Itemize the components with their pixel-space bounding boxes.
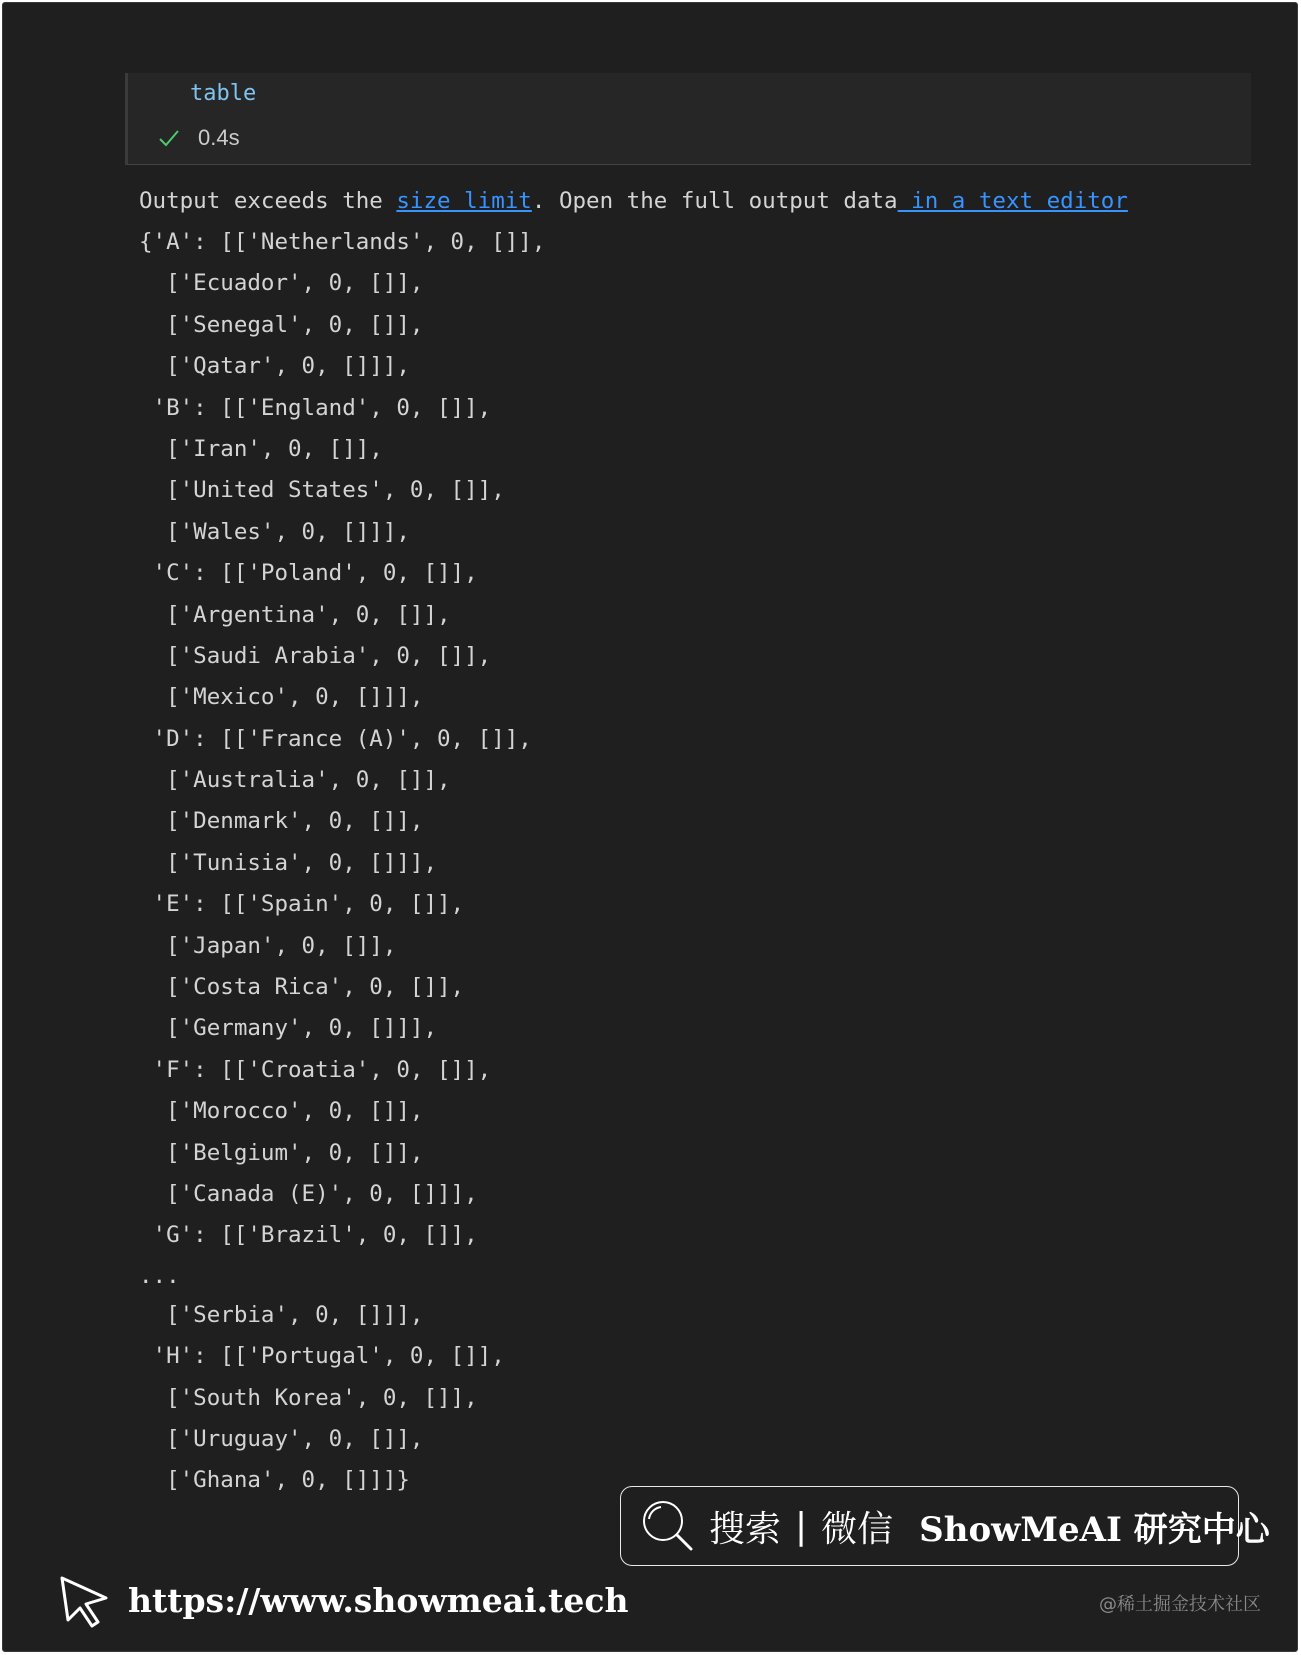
banner-separator: | <box>795 1505 808 1547</box>
output-lines <box>139 222 1239 1257</box>
output-line: 'G': [['Brazil', 0, []], <box>139 1222 478 1249</box>
output-line: {'A': [['Netherlands', 0, []], <box>139 229 546 255</box>
output-line: ['Germany', 0, []]], <box>139 1015 438 1042</box>
cursor-icon <box>58 1572 112 1628</box>
cell-source[interactable]: table <box>190 81 257 106</box>
output-line: ['Ghana', 0, []]]} <box>139 1467 410 1494</box>
output-ellipsis: ... <box>139 1262 180 1289</box>
notebook-window <box>2 2 1298 1652</box>
site-footer <box>58 1572 628 1628</box>
notice-text-prefix: Output exceeds the <box>139 188 397 214</box>
output-line: 'D': [['France (A)', 0, []], <box>139 725 532 752</box>
platform-label: 微信 <box>821 1508 894 1550</box>
search-label: 搜索 <box>709 1508 782 1550</box>
output-line: ['Saudi Arabia', 0, []], <box>139 642 492 669</box>
output-truncated-notice <box>139 181 1239 222</box>
open-in-text-editor-link[interactable]: in a text editor <box>897 188 1128 214</box>
output-lines-tail <box>139 1295 1239 1502</box>
output-line: ['Serbia', 0, []]], <box>139 1301 424 1328</box>
output-line: 'E': [['Spain', 0, []], <box>139 891 465 918</box>
output-line: ['Ecuador', 0, []], <box>139 270 424 297</box>
output-line: 'C': [['Poland', 0, []], <box>139 560 478 587</box>
output-line: ['Costa Rica', 0, []], <box>139 974 465 1001</box>
output-line: ['Morocco', 0, []], <box>139 1098 424 1125</box>
code-cell[interactable] <box>125 73 1251 165</box>
output-line: ['South Korea', 0, []], <box>139 1384 478 1411</box>
output-line: ['Iran', 0, []], <box>139 435 383 462</box>
search-banner <box>620 1486 1270 1566</box>
execution-time: 0.4s <box>198 125 240 150</box>
size-limit-link[interactable]: size limit <box>396 188 532 214</box>
output-line: 'B': [['England', 0, []], <box>139 394 492 421</box>
site-url[interactable]: https://www.showmeai.tech <box>128 1580 629 1620</box>
output-line: ['Senegal', 0, []], <box>139 311 424 338</box>
output-line: ['Uruguay', 0, []], <box>139 1425 424 1452</box>
output-line: ['Qatar', 0, []]], <box>139 353 410 380</box>
output-line: ['Mexico', 0, []]], <box>139 684 424 711</box>
output-line: ['Denmark', 0, []], <box>139 808 424 835</box>
output-line: ['United States', 0, []], <box>139 477 505 504</box>
search-icon <box>639 1497 697 1555</box>
output-line: ['Canada (E)', 0, []]], <box>139 1180 478 1207</box>
output-line: ['Tunisia', 0, []]], <box>139 849 438 876</box>
watermark: @稀土掘金技术社区 <box>1099 1594 1261 1615</box>
cell-status <box>158 125 240 151</box>
output-line: ['Australia', 0, []], <box>139 767 451 794</box>
notice-text-middle: . Open the full output data <box>531 188 898 214</box>
output-line: ['Argentina', 0, []], <box>139 601 451 628</box>
output-line: 'F': [['Croatia', 0, []], <box>139 1056 492 1083</box>
output-line: 'H': [['Portugal', 0, []], <box>139 1343 505 1370</box>
brand-name: ShowMeAI 研究中心 <box>919 1509 1270 1550</box>
check-icon <box>158 127 180 149</box>
output-line: ['Japan', 0, []], <box>139 932 397 959</box>
cell-output <box>139 181 1239 1502</box>
output-line: ['Belgium', 0, []], <box>139 1139 424 1166</box>
output-line: ['Wales', 0, []]], <box>139 518 410 545</box>
